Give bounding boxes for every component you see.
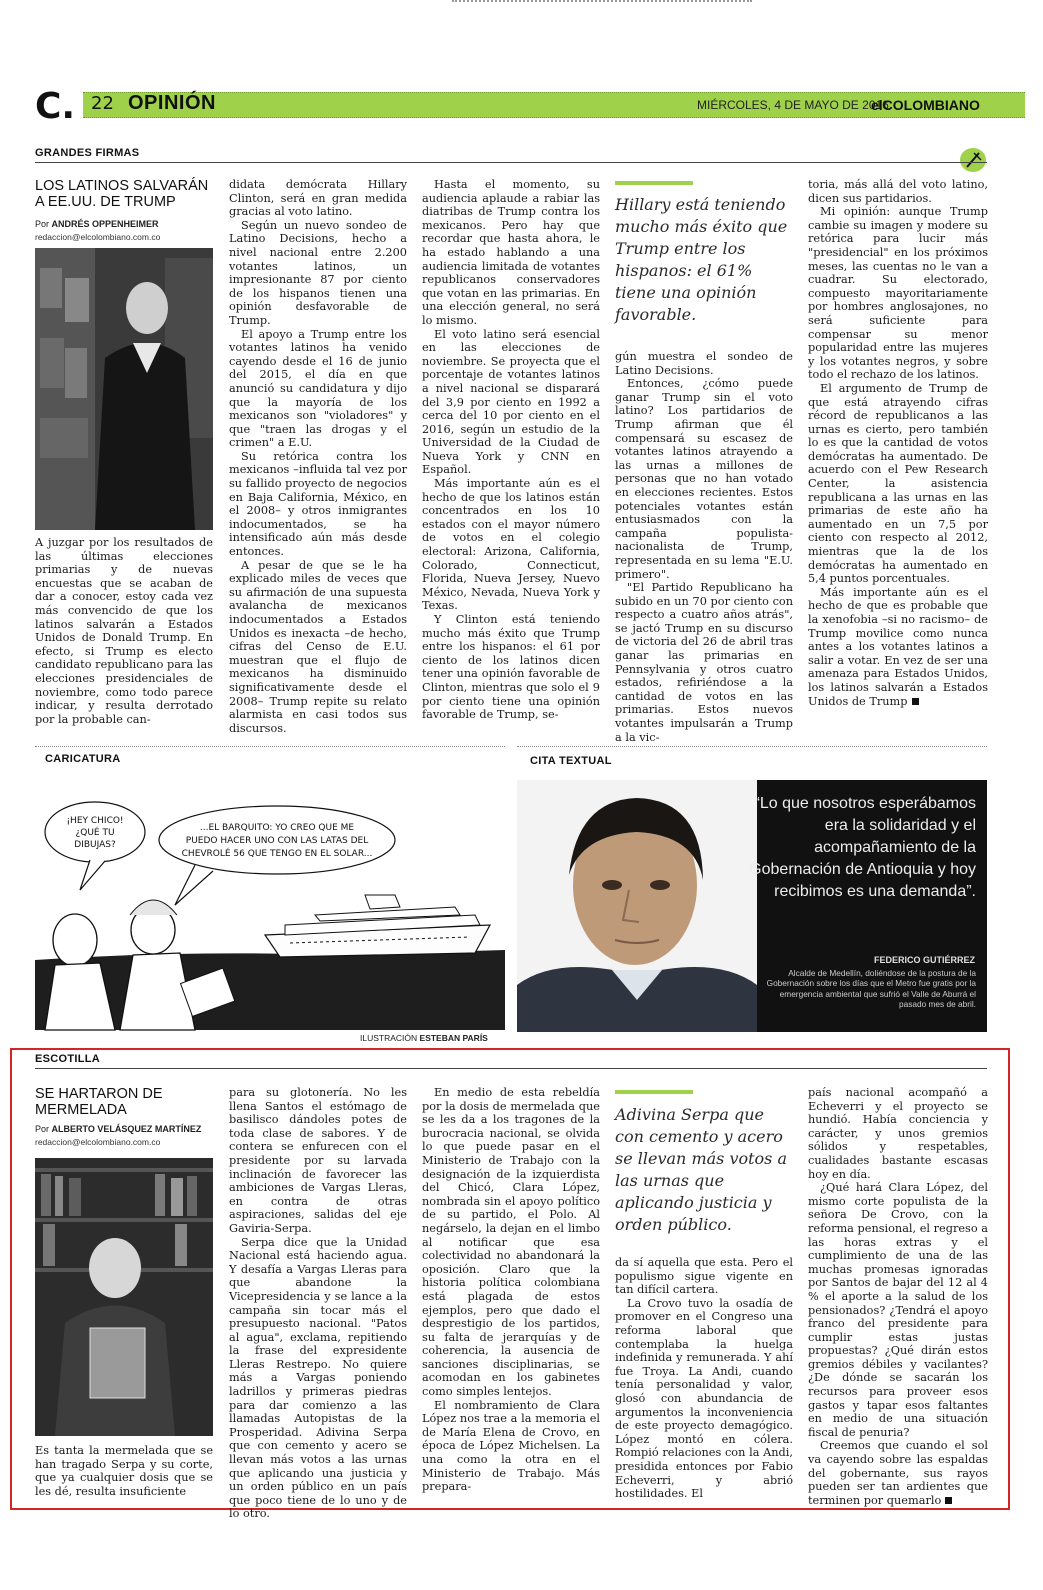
paragraph: A juzgar por los resultados de las últimas elecciones primarias y de nuevas encuestas que se acaban de dar a conocer, estoy cada vez más convencido de que los latinos salvarán a Estados Unidos de Donald Trump. En efecto, si Trump es electo candidato republicano para las elecciones presidenciales de noviembre, como todo parece indicar, y resulta derrotado por la probable can- xyxy=(35,536,213,726)
article1-column-1 xyxy=(35,536,213,726)
bubble1-line1: ¡HEY CHICO! xyxy=(66,816,124,826)
bubble2-line3: CHEVROLÉ 56 QUE TENGO EN EL SOLAR... xyxy=(181,849,373,859)
masthead xyxy=(35,86,1025,127)
bubble2-line2: PUEDO HACER UNO CON LAS LATAS DEL xyxy=(185,836,369,846)
bubble1-line3: DIBUJAS? xyxy=(74,840,116,850)
paragraph: Hasta el momento, su audiencia aplaude a rabiar las diatribas de Trump contra los mexicanos. Pero hay que recordar que hasta ahora, le ha estado hablando a una audiencia limitada de votantes republicanos conservadores que votan en las primarias. En una elección general, no será lo mismo. xyxy=(422,178,600,327)
paragraph-text: Más importante aún es el hecho de que es probable que la xenofobia –si no racismo– de Trump movilice como nunca antes a los votantes latinos a salir a votar. En vez de ser una amenaza para Estados Unidos, los latinos salvarán a Estados Unidos de Trump xyxy=(808,585,988,708)
article2-column-2 xyxy=(229,1086,407,1521)
paragraph: El argumento de Trump de que está atrayendo cifras récord de republicanos a las urnas es cierto, pero también lo es que la cantidad de votos demócratas ha aumentado. De acuerdo con el Pew Research Center, la asistencia republicana a las urnas en las primarias de este año ha aumentado en un 7,5 por ciento con respecto al 2012, mientras que la de los demócratas ha aumentado en 5,4 puntos porcentuales. xyxy=(808,381,988,586)
section-title: OPINIÓN xyxy=(128,92,216,114)
article1-column-3 xyxy=(422,178,600,724)
article-byline xyxy=(35,1124,201,1134)
paragraph: ¿Qué hará Clara López, del mismo corte populista de la señora De Crovo, con la reforma pensional, el regreso a las horas extras y el cumplimiento de una de las muchas promesas ignoradas por Santos de bajar del 12 al 4 % el aporte a la salud de los pensionados? ¿Tendrá el apoyo franco del presidente para cumplir estas justas propuestas? ¿Qué dirán estos gremios débiles y vacilantes? ¿De dónde se sacarán los recursos para proveer esos gastos y tapar esos faltantes en medio de una situación fiscal de penuria? xyxy=(808,1181,988,1439)
section-label-grandes-firmas: GRANDES FIRMAS xyxy=(35,147,140,159)
paragraph: Y Clinton está teniendo mucho más éxito que Trump entre los hispanos: el 61 por ciento de los latinos dicen tener una opinión favorable de Clinton, mientras que solo el 9 por ciento tiene una opinión favorable de Trump, se- xyxy=(422,613,600,722)
paragraph: La Crovo tuvo la osadía de promover en el Congreso una reforma laboral que contemplaba la huelga indefinida y remunerada. Y ahí fue Troya. La Andi, cuando tenía personalidad y valor, glosó con abundancia de argumentos la inconveniencia de este proyecto demagógico. López montó en cólera. Rompió relaciones con la Andi, presidida entonces por Fabio Echeverri, y abrió hostilidades. El xyxy=(615,1296,793,1501)
pen-icon-graphic xyxy=(960,148,986,172)
author-photo xyxy=(35,1158,213,1436)
article2-column-5 xyxy=(808,1086,988,1507)
page-number: 22 xyxy=(91,93,114,114)
quoted-person-photo xyxy=(517,780,757,1032)
article2-column-3 xyxy=(422,1086,600,1504)
paragraph: El voto latino será esencial en las elecciones de noviembre. Se proyecta que el porcentaje de votantes latinos a nivel nacional se disparará del 3,9 por ciento en 1992 a cerca del 10 por ciento en el 2016, según un estudio de la Universidad de la Ciudad de Nueva York y CNN en Español. xyxy=(422,327,600,477)
cartoon-credit xyxy=(360,1033,488,1043)
paragraph: Entonces, ¿cómo puede ganar Trump sin el voto latino? Los partidarios de Trump afirman que él compensará su escasez de votantes latinos atrayendo a las urnas a millones de personas que no han votado en elecciones recientes. Estos potenciales votantes están entusiasmados con la campaña populista-nacionalista de Trump, representada en su lema "E.U. primero". xyxy=(615,377,793,581)
author-name: ALBERTO VELÁSQUEZ MARTÍNEZ xyxy=(51,1124,202,1134)
article-headline: LOS LATINOS SALVARÁN A EE.UU. DE TRUMP xyxy=(35,178,209,210)
author-name: ANDRÉS OPPENHEIMER xyxy=(51,219,159,229)
cartoon-graphic xyxy=(35,775,505,1030)
pullquote-marker xyxy=(615,1090,693,1094)
paragraph: país nacional acompañó a Echeverri y el proyecto se hundió. Había conciencia y carácter, y unos gremios sólidos y respetables, cualidades bastante escasas hoy en día. xyxy=(808,1086,988,1181)
paragraph: "El Partido Republicano ha subido en un 70 por ciento con respecto a cuatro años atrás", se jactó Trump en su discurso de victoria del 26 de abril tras ganar las primarias en Pennsylvania y otros cuatro estados, refiriéndose a la cantidad de votos en las primarias. Estos nuevos votantes impulsarán a Trump a la vic- xyxy=(615,581,793,744)
byline-prefix: Por xyxy=(35,1124,50,1134)
paragraph: Su retórica contra los mexicanos –influida tal vez por su fallido proyecto de negocios en Baja California, México, en el 2008– y otros inmigrantes indocumentados, se ha intensificado aún más desde entonces. xyxy=(229,449,407,559)
cartoon-illustration xyxy=(35,775,505,1030)
bubble2-line1: ...EL BARQUITO: YO CREO QUE ME xyxy=(199,823,355,833)
section-rule xyxy=(517,746,987,747)
top-dotted-line xyxy=(452,0,752,4)
pen-icon xyxy=(960,148,986,172)
end-mark-icon xyxy=(945,1497,952,1504)
credit-prefix: ILUSTRACIÓN xyxy=(360,1033,418,1043)
article-byline xyxy=(35,219,159,229)
end-mark-icon xyxy=(912,698,919,705)
paragraph: da sí aquella que esta. Pero el populismo sigue vigente en tan difícil cartera. xyxy=(615,1256,793,1297)
paragraph: didata demócrata Hillary Clinton, será en gran medida gracias al voto latino. xyxy=(229,178,407,219)
section-label-escotilla: ESCOTILLA xyxy=(35,1053,101,1065)
article2-column-1 xyxy=(35,1444,213,1504)
bubble1-line2: ¿QUÉ TU xyxy=(75,828,115,838)
author-photo-graphic xyxy=(35,1158,213,1436)
paragraph: toria, más allá del voto latino, dicen sus partidarios. xyxy=(808,178,988,205)
section-label-cita-textual: CITA TEXTUAL xyxy=(530,755,612,767)
article1-column-4 xyxy=(615,350,793,744)
paragraph: Serpa dice que la Unidad Nacional está haciendo agua. Y desafía a Vargas Lleras para que abandone la Vicepresidencia y se lance a la campaña sin tocar más el presupuesto nacional. "Patos al agua", exclama, repitiendo la frase del expresidente Lleras Restrepo. No quiere más a Vargas poniendo ladrillos y primeras piedras para dar comienzo a las llamadas Autopistas de la Prosperidad. Adivina Serpa que con cemento y acero se llevan más votos a las urnas que aplicando una justicia y un orden público en un país que poco tiene de lo uno y de lo otro. xyxy=(229,1235,407,1521)
paragraph: gún muestra el sondeo de Latino Decisions. xyxy=(615,350,793,377)
author-photo xyxy=(35,248,213,530)
paragraph: En medio de esta rebeldía por la dosis de mermelada que se les da a los tragones de la burocracia nacional, se olvida lo que puede pasar en el Ministerio de Trabajo con la designación de la izquierdista del Chicó, Clara López, nombrada sin el apoyo político de su partido, el Polo. Al negárselo, la dejan en el limbo al notificar que esa colectividad no abandonará la oposición. Claro que la historia política colombiana está plagada de estos ejemplos, pero que dado el desprestigio de los partidos, su falta de jerarquías y de coherencia, la ausencia de sanciones disciplinarias, se acomodan en los gabinetes como simples lentejos. xyxy=(422,1086,600,1399)
byline-prefix: Por xyxy=(35,219,50,229)
section-rule xyxy=(35,162,987,163)
quote-description: Alcalde de Medellín, doliéndose de la postura de la Gobernación sobre los días que el Metro fue gratis por la emergencia ambiental que sufrió el Valle de Aburrá el pasado mes de abril. xyxy=(766,968,976,1010)
paragraph xyxy=(808,586,988,708)
paragraph: El apoyo a Trump entre los votantes latinos ha venido cayendo desde el 16 de junio del 2015, el día en que anunció su candidatura y dijo que la mayoría de los mexicanos son "violadores" y que "traen las drogas y el crimen" a E.U. xyxy=(229,327,407,450)
section-rule xyxy=(35,1068,987,1069)
paragraph: El nombramiento de Clara López nos trae a la memoria el de María Elena de Crovo, en época de López Michelsen. La una como la otra en el Ministerio de Trabajo. Más prepara- xyxy=(422,1398,600,1494)
paragraph-text: Creemos que cuando el sol va cayendo sobre las espaldas del gobernante, sus rayos pueden ser tan ardientes que terminen por quemarlo xyxy=(808,1439,988,1507)
paragraph: para su glotonería. No les llena Santos el estómago de basilisco dándoles potes de toda clase de sabores. Y de contera se enfurecen con el presidente por su larvada inclinación de favorecer las ambiciones de Vargas Lleras, en contra de otras aspiraciones, salidas del eje Gaviria-Serpa. xyxy=(229,1086,407,1235)
pullquote: Adivina Serpa que con cemento y acero se llevan más votos a las urnas que aplicando justicia y orden público. xyxy=(615,1105,788,1234)
paragraph: Más importante aún es el hecho de que los latinos están concentrados en los 10 estados con el mayor número de votos en el colegio electoral: Arizona, California, Colorado, Connecticut, Florida, Nueva Jersey, Nuevo México, Nevada, Nueva York y Texas. xyxy=(422,477,600,613)
pullquote: Hillary está teniendo mucho más éxito que Trump entre los hispanos: el 61% tiene una opinión favorable. xyxy=(615,195,788,324)
author-email: redaccion@elcolombiano.com.co xyxy=(35,232,161,242)
paragraph: Es tanta la mermelada que se han tragado Serpa y su corte, que ya cualquier dosis que se les dé, resulta insuficiente xyxy=(35,1444,213,1498)
paragraph xyxy=(808,1439,988,1507)
pullquote-marker xyxy=(615,181,693,185)
paragraph: Según un nuevo sondeo de Latino Decisions, hecho a nivel nacional entre 2.200 votantes latinos, un impresionante 87 por ciento de los hispanos tienen una opinión desfavorable de Trump. xyxy=(229,218,407,327)
article-headline: SE HARTARON DE MERMELADA xyxy=(35,1086,163,1118)
quote-author: FEDERICO GUTIÉRREZ xyxy=(873,955,975,965)
article1-column-5 xyxy=(808,178,988,724)
author-photo-graphic xyxy=(35,248,213,530)
author-email: redaccion@elcolombiano.com.co xyxy=(35,1137,161,1147)
newspaper-name: elCOLOMBIANO xyxy=(871,97,980,113)
section-label-caricatura: CARICATURA xyxy=(45,753,121,765)
paragraph: A pesar de que se le ha explicado miles de veces que su afirmación de una supuesta avalancha de mexicanos indocumentados a Estados Unidos es inexacta –de hecho, cifras del Censo de E.U. muestran que el flujo de mexicanos ha disminuido significativamente desde el 2008– Trump repite su relato alarmista en casi todos sus discursos. xyxy=(229,558,407,735)
section-rule xyxy=(35,746,505,747)
paragraph: Mi opinión: aunque Trump cambie su imagen y modere su retórica para lucir más "presidencial" en los próximos meses, las cuentas no le van a cuadrar. Su electorado, compuesto mayoritariamente por hombres anglosajones, no será suficiente para compensar su menor popularidad entre las mujeres y los votantes negros, y sobre todo el rechazo de los latinos. xyxy=(808,205,988,382)
article2-column-4 xyxy=(615,1256,793,1504)
newspaper-logo: C. xyxy=(35,86,76,127)
issue-date: MIÉRCOLES, 4 DE MAYO DE 2016 xyxy=(697,98,889,112)
article1-column-2 xyxy=(229,178,407,735)
credit-name: ESTEBAN PARÍS xyxy=(419,1033,488,1043)
quote-text: “Lo que nosotros esperábamos era la solidaridad y el acompañamiento de la Gobernación de Antioquia y hoy recibimos es una demanda”. xyxy=(749,795,976,900)
